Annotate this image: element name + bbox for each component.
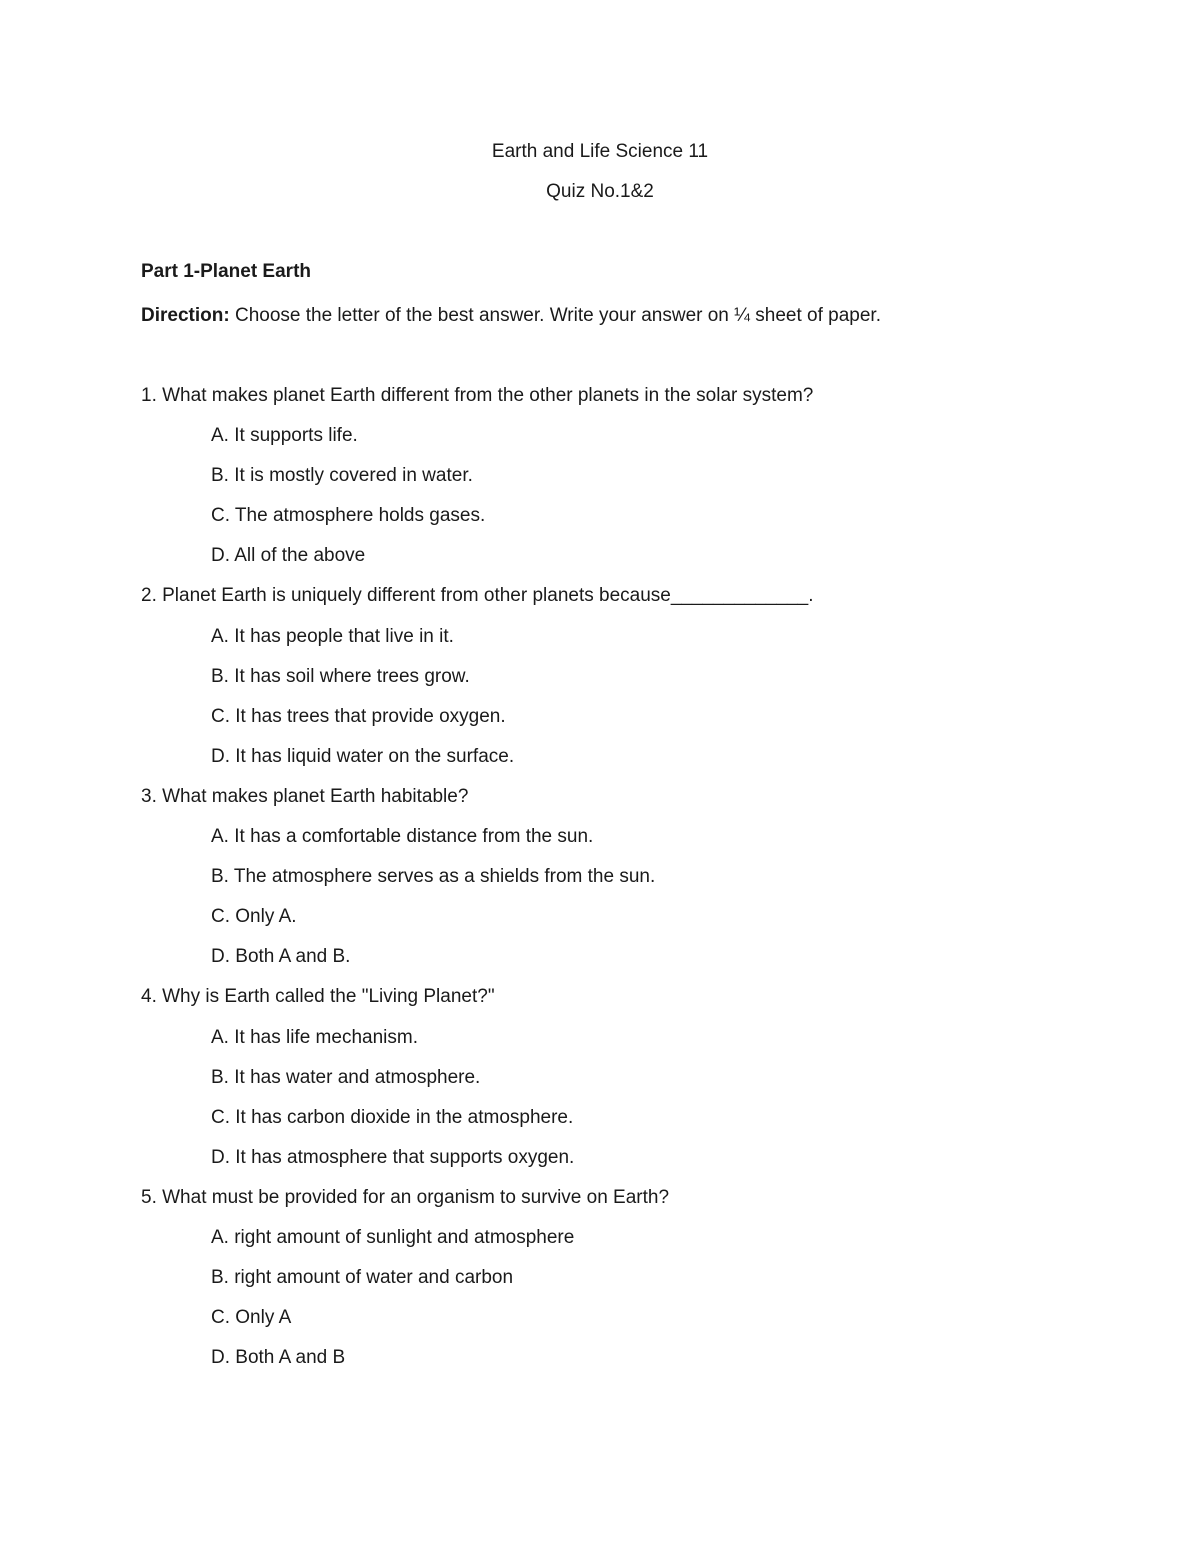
answer-option: A. It supports life. <box>211 425 358 447</box>
direction-paragraph <box>141 305 881 327</box>
answer-option: C. It has trees that provide oxygen. <box>211 705 506 727</box>
answer-option: B. The atmosphere serves as a shields from the sun. <box>211 866 656 888</box>
answer-option: B. It has soil where trees grow. <box>211 665 470 687</box>
part-heading: Part 1-Planet Earth <box>141 261 311 282</box>
answer-option: C. Only A <box>211 1307 292 1329</box>
question-stem: 2. Planet Earth is uniquely different from other planets because_____________. <box>141 585 814 607</box>
question-list <box>0 385 1200 1387</box>
answer-option: C. Only A. <box>211 906 297 928</box>
answer-option: D. It has atmosphere that supports oxygen. <box>211 1146 575 1168</box>
question-stem: 5. What must be provided for an organism to survive on Earth? <box>141 1186 670 1208</box>
answer-option: D. Both A and B. <box>211 946 351 968</box>
answer-option: D. Both A and B <box>211 1347 346 1369</box>
answer-option: A. It has a comfortable distance from the sun. <box>211 826 594 848</box>
document-title: Earth and Life Science 11 <box>491 141 709 162</box>
answer-option: C. The atmosphere holds gases. <box>211 505 486 527</box>
answer-option: A. It has life mechanism. <box>211 1026 418 1048</box>
answer-option: A. right amount of sunlight and atmosphere <box>211 1226 575 1248</box>
question-stem: 3. What makes planet Earth habitable? <box>141 785 469 807</box>
answer-option: C. It has carbon dioxide in the atmosphere. <box>211 1106 574 1128</box>
document-subtitle: Quiz No.1&2 <box>546 181 654 202</box>
answer-option: B. It has water and atmosphere. <box>211 1066 481 1088</box>
answer-option: D. All of the above <box>211 545 366 567</box>
question-stem: 4. Why is Earth called the "Living Planet?" <box>141 986 495 1008</box>
direction-label: Direction: <box>141 305 230 326</box>
answer-option: B. right amount of water and carbon <box>211 1267 514 1289</box>
answer-option: B. It is mostly covered in water. <box>211 465 473 487</box>
question-stem: 1. What makes planet Earth different from the other planets in the solar system? <box>141 385 814 406</box>
answer-option: A. It has people that live in it. <box>211 625 454 647</box>
direction-text: Choose the letter of the best answer. Write your answer on ¼ sheet of paper. <box>229 305 881 326</box>
answer-option: D. It has liquid water on the surface. <box>211 745 515 767</box>
